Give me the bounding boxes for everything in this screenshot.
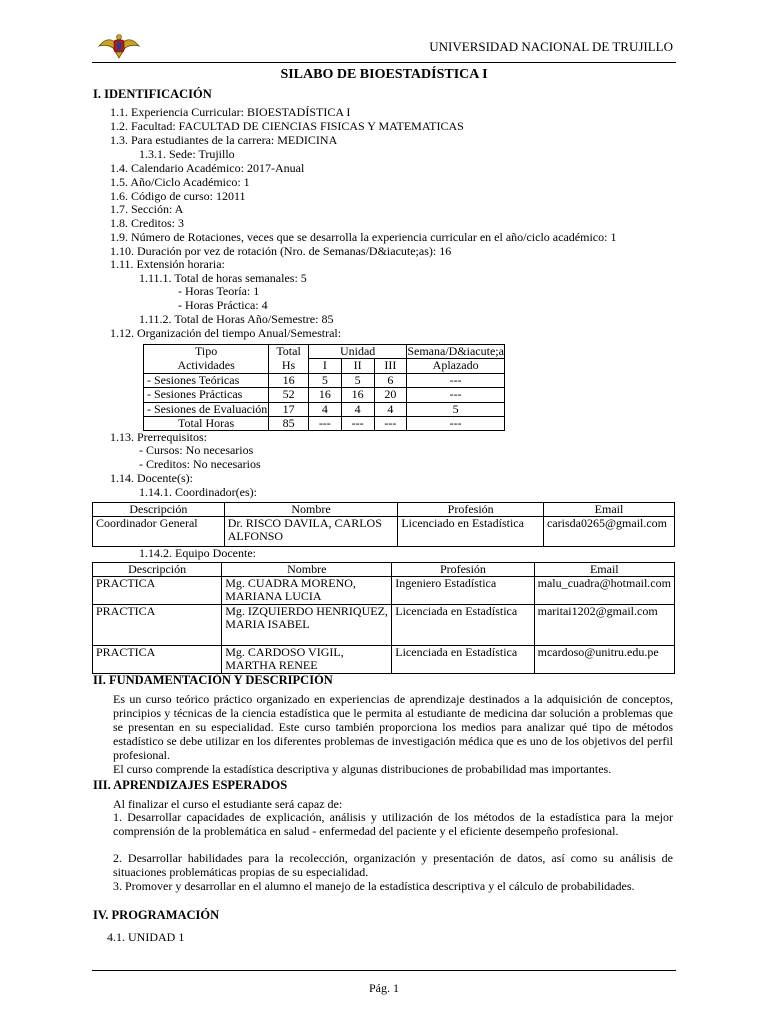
coord-h-nombre: Nombre xyxy=(224,503,398,517)
table-row xyxy=(93,605,675,646)
ident-1-4: 1.4. Calendario Académico: 2017-Anual xyxy=(110,161,305,175)
coord-header-row xyxy=(93,503,675,517)
university-name: UNIVERSIDAD NACIONAL DE TRUJILLO xyxy=(429,39,673,54)
ident-1-11-2: 1.11.2. Total de Horas Año/Semestre: 85 xyxy=(139,312,334,326)
team-cell: Licenciada en Estadística xyxy=(392,605,534,646)
org-h-tipo: Tipo xyxy=(144,345,269,359)
org-cell: --- xyxy=(374,417,407,431)
university-crest-icon xyxy=(97,32,141,62)
org-cell: 16 xyxy=(341,388,374,402)
aprend-item-3: 3. Promover y desarrollar en el alumno el manejo de la estadística descriptiva y el cálculo de probabilidades. xyxy=(113,879,635,893)
ident-1-5: 1.5. Año/Ciclo Académico: 1 xyxy=(110,175,250,189)
org-h-iii: III xyxy=(374,359,407,373)
org-cell: - Sesiones Teóricas xyxy=(144,373,269,387)
coord-h-profesion: Profesión xyxy=(398,503,544,517)
ident-1-11-1: 1.11.1. Total de horas semanales: 5 xyxy=(139,271,307,285)
ident-1-7: 1.7. Sección: A xyxy=(110,202,184,216)
org-h-unidad: Unidad xyxy=(308,345,406,359)
document-title: SILABO DE BIOESTADÍSTICA I xyxy=(280,67,488,82)
section-fundamentacion: II. FUNDAMENTACIÓN Y DESCRIPCIÓN xyxy=(93,673,333,687)
team-h-nombre: Nombre xyxy=(222,563,392,577)
org-cell: 17 xyxy=(269,402,309,416)
ident-horas-practica: - Horas Práctica: 4 xyxy=(178,298,268,312)
org-h-i: I xyxy=(308,359,341,373)
team-cell: Mg. CARDOSO VIGIL, MARTHA RENEE xyxy=(222,646,392,674)
team-cell: Mg. IZQUIERDO HENRIQUEZ, MARIA ISABEL xyxy=(222,605,392,646)
ident-1-9: 1.9. Número de Rotaciones, veces que se desarrolla la experiencia curricular en el año/ciclo académico: 1 xyxy=(110,230,617,244)
table-row xyxy=(93,517,675,547)
org-cell: 5 xyxy=(407,402,505,416)
org-cell: --- xyxy=(341,417,374,431)
section-aprendizajes: III. APRENDIZAJES ESPERADOS xyxy=(93,778,288,792)
team-h-email: Email xyxy=(534,563,674,577)
org-cell: --- xyxy=(407,388,505,402)
org-cell: 6 xyxy=(374,373,407,387)
team-cell: PRACTICA xyxy=(93,646,222,674)
footer-divider xyxy=(92,970,676,971)
coord-h-email: Email xyxy=(544,503,675,517)
org-h-semana: Semana/D&iacute;a xyxy=(407,344,504,358)
aprend-item-2: 2. Desarrollar habilidades para la recolección, organización y presentación de datos, así como su análisis de situaciones problemáticas propias de su especialidad. xyxy=(113,851,673,879)
org-cell: 85 xyxy=(269,417,309,431)
org-cell: Total Horas xyxy=(144,417,269,431)
org-cell: --- xyxy=(407,373,505,387)
coordinator-table xyxy=(92,502,675,547)
coord-cell: Coordinador General xyxy=(93,517,225,547)
table-row xyxy=(144,388,505,402)
coord-cell: carisda0265@gmail.com xyxy=(544,517,675,547)
ident-1-3-1: 1.3.1. Sede: Trujillo xyxy=(139,147,235,161)
org-cell: - Sesiones de Evaluación xyxy=(144,402,269,416)
org-cell: 52 xyxy=(269,388,309,402)
ident-1-1: 1.1. Experiencia Curricular: BIOESTADÍSTICA I xyxy=(110,105,351,119)
prog-unidad-1: 4.1. UNIDAD 1 xyxy=(107,930,185,944)
team-h-profesion: Profesión xyxy=(392,563,534,577)
section-programacion: IV. PROGRAMACIÓN xyxy=(93,908,220,922)
ident-1-12: 1.12. Organización del tiempo Anual/Semestral: xyxy=(110,326,342,340)
team-cell: Licenciada en Estadística xyxy=(392,646,534,674)
org-cell: 4 xyxy=(341,402,374,416)
org-cell: 4 xyxy=(308,402,341,416)
org-cell: 5 xyxy=(341,373,374,387)
ident-horas-teoria: - Horas Teoría: 1 xyxy=(178,284,260,298)
org-cell: 16 xyxy=(269,373,309,387)
ident-1-13: 1.13. Prerrequisitos: xyxy=(110,430,207,444)
ident-1-14-2: 1.14.2. Equipo Docente: xyxy=(139,546,256,560)
org-cell: 5 xyxy=(308,373,341,387)
ident-1-8: 1.8. Creditos: 3 xyxy=(110,216,184,230)
fund-paragraph-1: Es un curso teórico práctico organizado en experiencias de aprendizaje destinados a la adquisición de conceptos, principios y técnicas de la ciencia estadística que le permita al estudiante de medicina dar solución a problemas que se presentan en su especialidad. Este curso también proporciona los medios para analizar qué tipo de métodos estadístico se debe utilizar en los diferentes problemas de investigación médica que es uno de los objetivos del perfil profesional. xyxy=(113,692,673,762)
table-row xyxy=(144,373,505,387)
org-table-header-1 xyxy=(144,345,505,359)
team-h-descripcion: Descripción xyxy=(93,563,222,577)
team-cell: mcardoso@unitru.edu.pe xyxy=(534,646,674,674)
team-table xyxy=(92,562,675,674)
org-h-actividades: Actividades xyxy=(144,359,269,373)
org-cell: 20 xyxy=(374,388,407,402)
org-h-hs: Hs xyxy=(269,359,309,373)
table-row xyxy=(144,402,505,416)
org-cell: --- xyxy=(407,417,505,431)
prereq-creditos: - Creditos: No necesarios xyxy=(139,457,261,471)
header-divider xyxy=(92,62,676,63)
org-h-ii: II xyxy=(341,359,374,373)
table-row xyxy=(93,577,675,605)
prereq-cursos: - Cursos: No necesarios xyxy=(139,443,254,457)
ident-1-10: 1.10. Duración por vez de rotación (Nro. de Semanas/D&iacute;as): 16 xyxy=(110,244,452,258)
team-cell: PRACTICA xyxy=(93,577,222,605)
aprend-item-1: 1. Desarrollar capacidades de explicación, análisis y utilización de los métodos de la estadística para la mejor comprensión de la problemática en salud - enfermedad del paciente y el eficiente desempeño profesional. xyxy=(113,810,673,838)
page-number: Pág. 1 xyxy=(369,981,399,995)
team-cell: maritai1202@gmail.com xyxy=(534,605,674,646)
ident-1-14: 1.14. Docente(s): xyxy=(110,471,193,485)
table-row xyxy=(93,646,675,674)
ident-1-11: 1.11. Extensión horaria: xyxy=(110,257,225,271)
table-row xyxy=(144,417,505,431)
coord-cell: Licenciado en Estadística xyxy=(398,517,544,547)
team-cell: PRACTICA xyxy=(93,605,222,646)
org-cell: 16 xyxy=(308,388,341,402)
org-time-table xyxy=(143,344,505,431)
team-cell: Ingeniero Estadística xyxy=(392,577,534,605)
coord-cell: Dr. RISCO DAVILA, CARLOS ALFONSO xyxy=(224,517,398,547)
ident-1-2: 1.2. Facultad: FACULTAD DE CIENCIAS FISICAS Y MATEMATICAS xyxy=(110,119,464,133)
org-table-header-2 xyxy=(144,359,505,373)
team-cell: Mg. CUADRA MORENO, MARIANA LUCIA xyxy=(222,577,392,605)
org-h-total: Total xyxy=(269,345,309,359)
section-identificacion: I. IDENTIFICACIÓN xyxy=(93,87,212,101)
org-cell: --- xyxy=(308,417,341,431)
aprend-intro: Al finalizar el curso el estudiante será capaz de: xyxy=(113,797,343,811)
fund-paragraph-2: El curso comprende la estadística descriptiva y algunas distribuciones de probabilidad mas importantes. xyxy=(113,762,612,776)
ident-1-3: 1.3. Para estudiantes de la carrera: MEDICINA xyxy=(110,133,338,147)
org-h-aplazado: Aplazado xyxy=(407,359,505,373)
coord-h-descripcion: Descripción xyxy=(93,503,225,517)
ident-1-14-1: 1.14.1. Coordinador(es): xyxy=(139,485,257,499)
team-cell: malu_cuadra@hotmail.com xyxy=(534,577,674,605)
ident-1-6: 1.6. Código de curso: 12011 xyxy=(110,189,246,203)
org-cell: 4 xyxy=(374,402,407,416)
org-cell: - Sesiones Prácticas xyxy=(144,388,269,402)
team-header-row xyxy=(93,563,675,577)
